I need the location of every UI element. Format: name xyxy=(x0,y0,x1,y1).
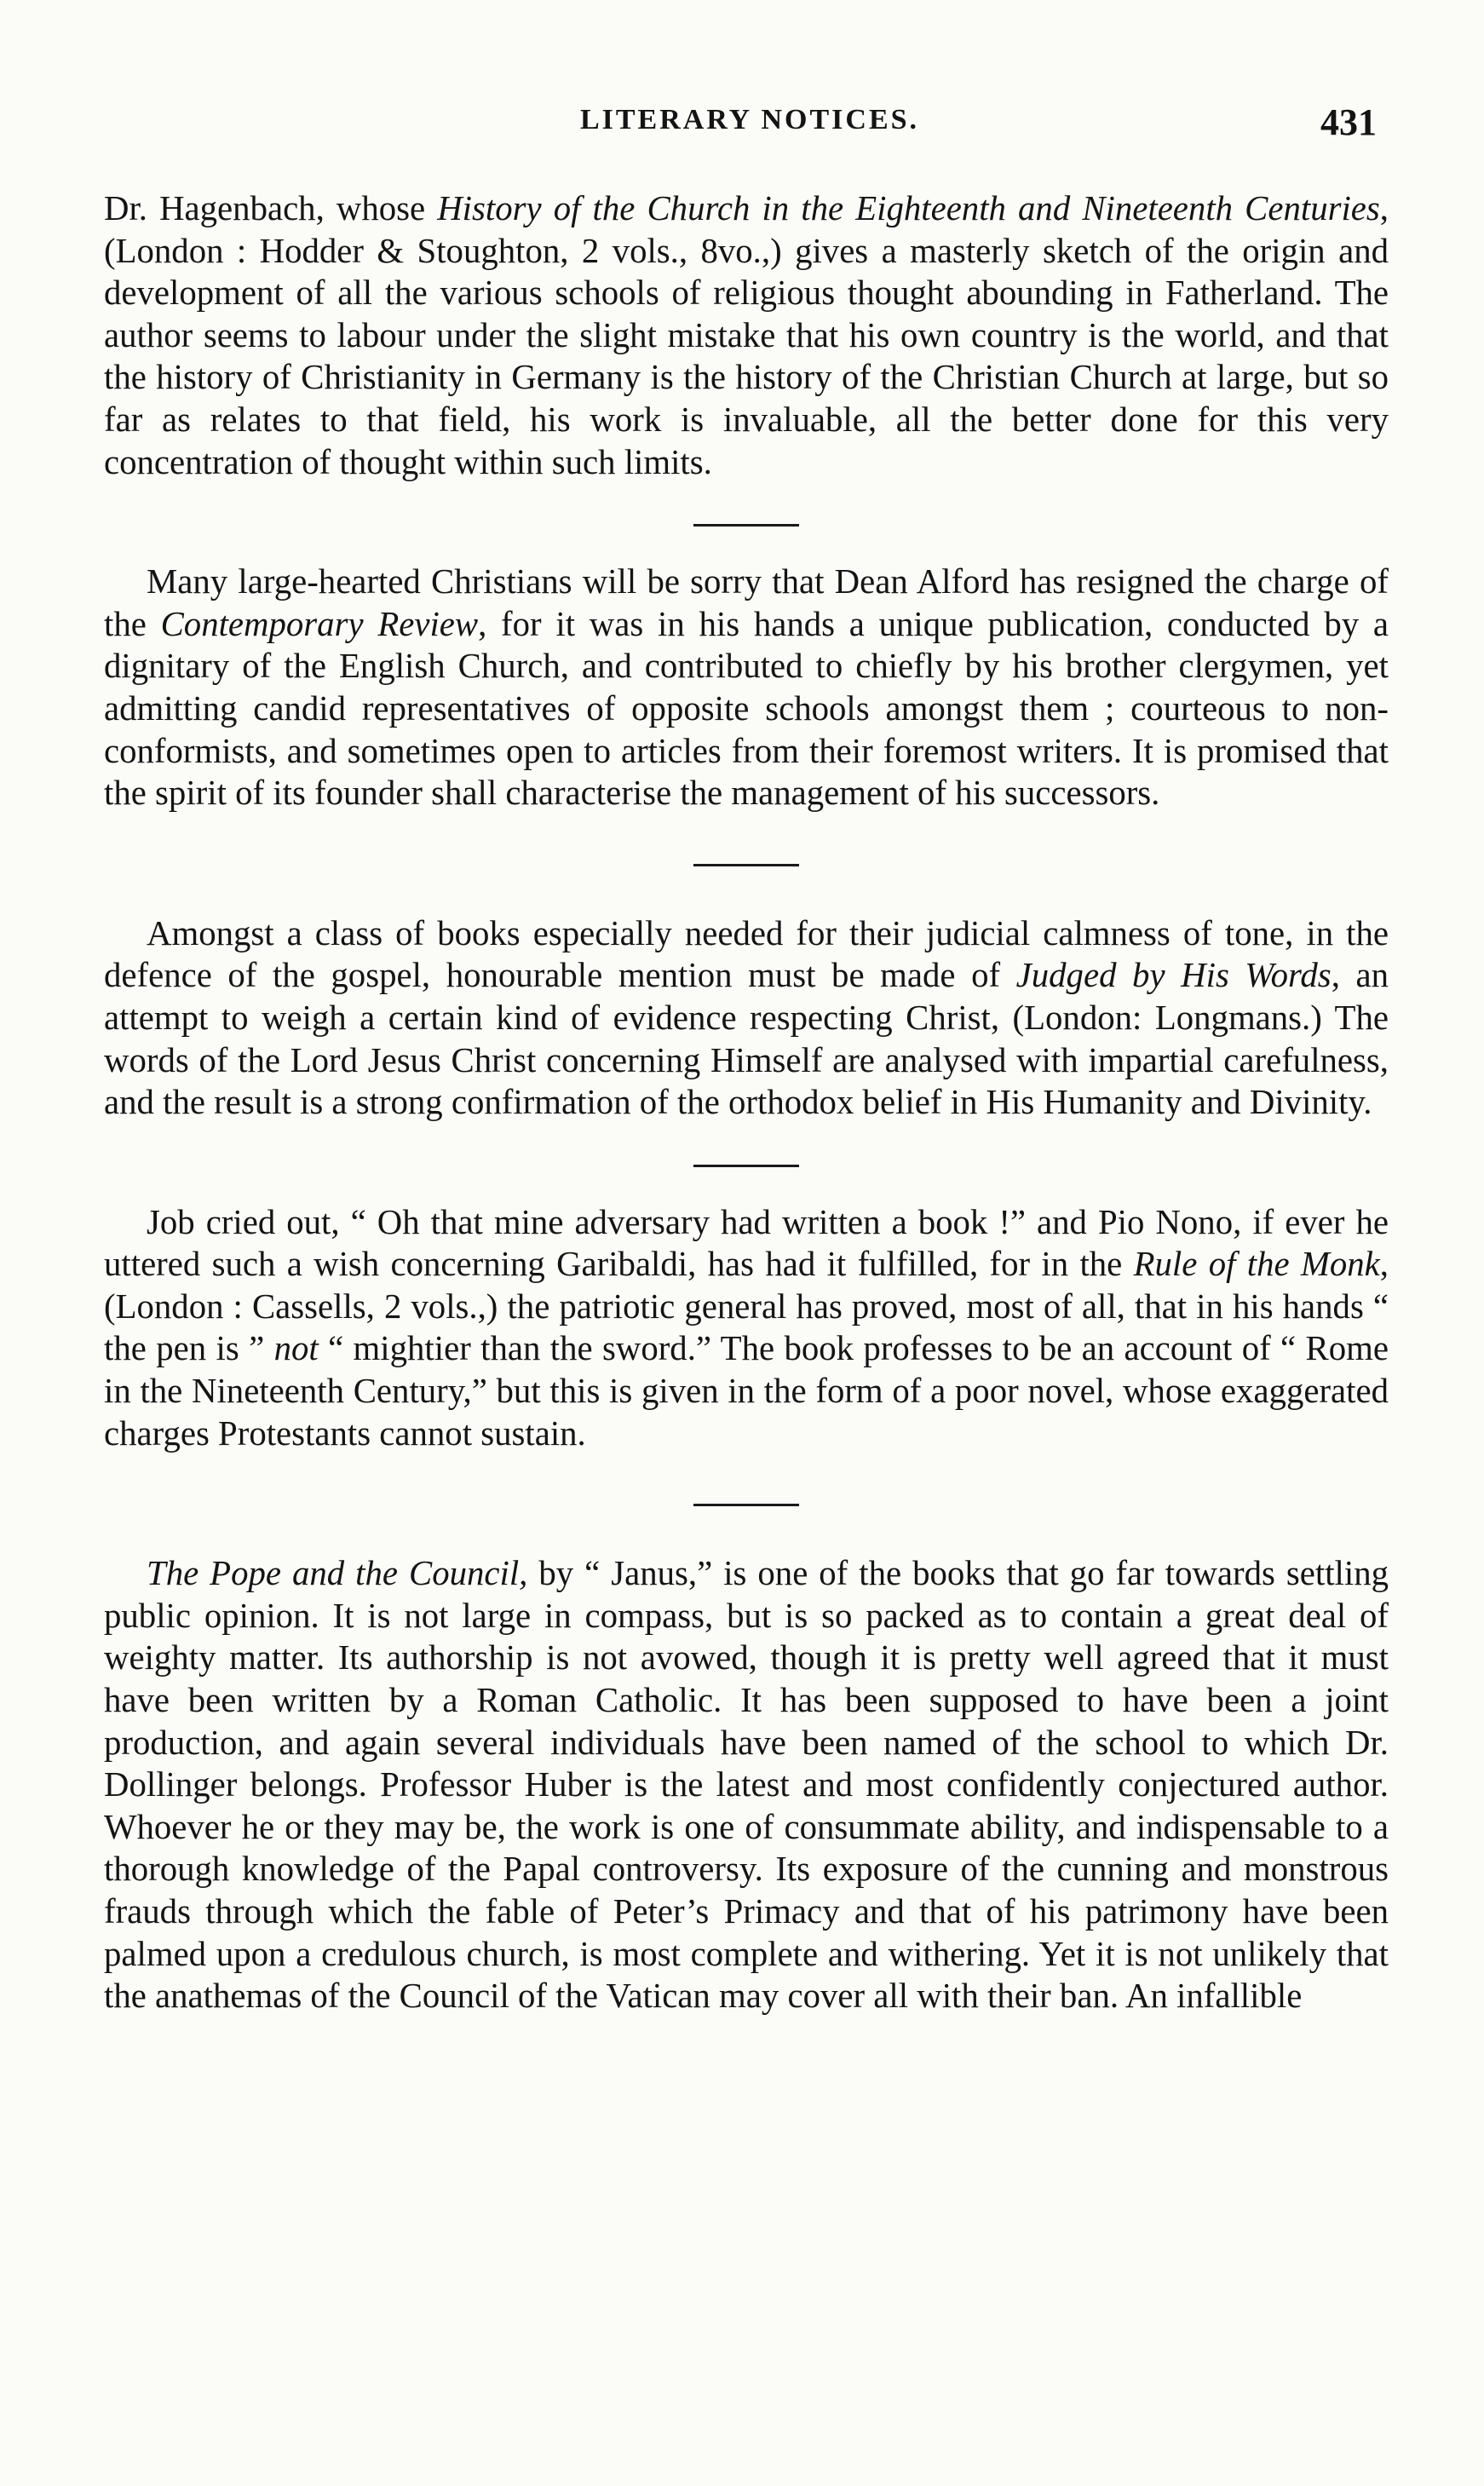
text-run: Amongst a class of books especially needed for their judicial calmness of tone, in the defence of the gospel, honourable mention must be made of xyxy=(104,913,1389,995)
text-run: Job cried out, “ Oh that mine adversary had written a book !” and Pio Nono, if ever he uttered such a wish concerning Garibaldi, has had it fulfilled, for in the xyxy=(104,1202,1389,1284)
running-head: LITERARY NOTICES. xyxy=(579,104,920,135)
notice-contemporary-review xyxy=(104,561,1389,814)
section-rule xyxy=(693,1504,799,1506)
page-header xyxy=(111,101,1389,152)
italic-title: Judged by His Words xyxy=(1015,956,1332,995)
text-run: , (London : Cassells, 2 vols.,) the patriotic general has proved, most of all, that in his hands “ the pen is ” xyxy=(104,1245,1389,1368)
notice-hagenbach xyxy=(104,187,1389,483)
section-rule xyxy=(693,864,799,866)
text-run: “ mightier than the sword.” The book professes to be an account of “ Rome in the Nineteenth Century,” but this is given in the form of a poor novel, whose exaggerated charges Protestants cannot sustain. xyxy=(104,1329,1389,1453)
notice-rule-of-the-monk xyxy=(104,1201,1389,1455)
text-run: , (London : Hodder & Stoughton, 2 vols., 8vo.,) gives a masterly sketch of the origin and development of all the various schools of religious thought abounding in Fatherland. The author seems to labour under the slight mistake that his own country is the world, and that the history of Christianity in Germany is the history of the Christian Church at large, but so far as relates to that field, his work is invaluable, all the better done for this very concentration of thought within such limits. xyxy=(104,189,1389,481)
italic-title: not xyxy=(273,1329,319,1368)
italic-title: The Pope and the Council, xyxy=(147,1554,528,1593)
page-body xyxy=(104,187,1389,2017)
notice-pope-and-council xyxy=(104,1552,1389,2017)
text-run: , for it was in his hands a unique publication, conducted by a dignitary of the English Church, and contributed to chiefly by his brother clergymen, yet admitting candid representatives of opposite schools amongst them ; courteous to non-conformists, and sometimes open to articles from their foremost writers. It is promised that the spirit of its founder shall characterise the management of his successors. xyxy=(104,604,1389,813)
italic-title: History of the Church in the Eighteenth and Nineteenth Centuries xyxy=(437,189,1380,227)
italic-title: Contemporary Review xyxy=(160,604,479,643)
section-rule xyxy=(693,1165,799,1167)
notice-judged-by-his-words xyxy=(104,912,1389,1124)
text-run: Many large-hearted Christians will be sorry that Dean Alford has resigned the charge of the xyxy=(104,562,1389,643)
section-rule xyxy=(693,524,799,527)
text-run: by “ Janus,” is one of the books that go far towards settling public opinion. It is not large in compass, but is so packed as to contain a great deal of weighty matter. Its authorship is not avowed, though it is pretty well agreed that it must have been written by a Roman Catholic. It has been supposed to have been a joint production, and again several individuals have been named of the school to which Dr. Dollinger belongs. Professor Huber is the latest and most confidently conjectured author. Whoever he or they may be, the work is one of consummate ability, and indispensable to a thorough knowledge of the Papal controversy. Its exposure of the cunning and monstrous frauds through which the fable of Peter’s Primacy and that of his patrimony have been palmed upon a credulous church, is most complete and withering. Yet it is not unlikely that the anathemas of the Council of the Vatican may cover all with their ban. An infallible xyxy=(104,1554,1389,2016)
text-run: Dr. Hagenbach, whose xyxy=(104,189,438,227)
text-run: , an attempt to weigh a certain kind of evidence respecting Christ, (London: Longmans.) The words of the Lord Jesus Christ concerning Himself are analysed with impartial carefulness, and the result is a strong confirmation of the orthodox belief in His Humanity and Divinity. xyxy=(104,956,1389,1122)
italic-title: Rule of the Monk xyxy=(1133,1245,1380,1284)
page-number: 431 xyxy=(1320,101,1377,143)
